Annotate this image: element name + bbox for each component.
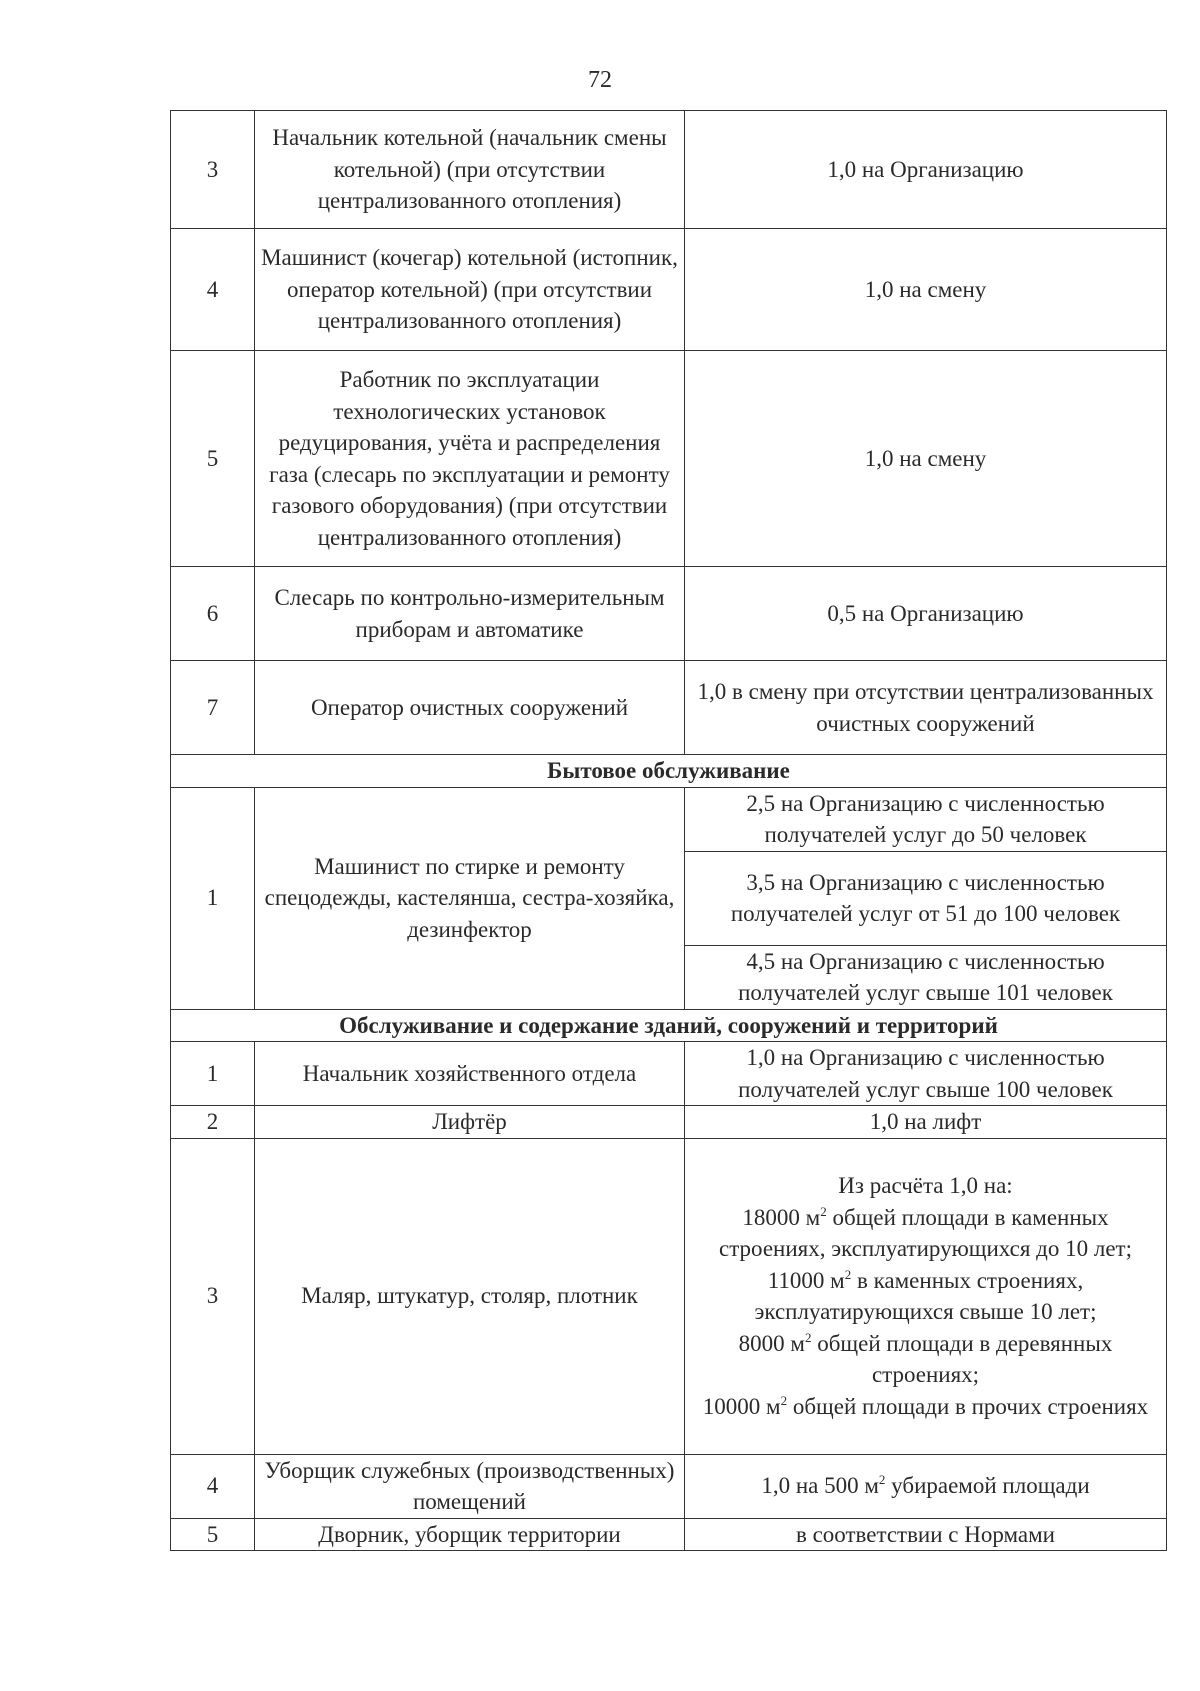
squared-sup: 2 <box>878 1472 886 1488</box>
row-number: 2 <box>171 1106 255 1139</box>
table-row <box>171 1518 1167 1551</box>
norm-item <box>688 1391 1163 1423</box>
section-header-row <box>171 1009 1167 1042</box>
table-row <box>171 229 1167 351</box>
norm-cell: 3,5 на Организацию с численностью получателей услуг от 51 до 100 человек <box>685 851 1167 945</box>
section-header-row <box>171 755 1167 788</box>
position-cell: Лифтёр <box>255 1106 685 1139</box>
norm-item-amount: 8000 м <box>738 1330 805 1356</box>
squared-sup: 2 <box>820 1203 827 1219</box>
norm-cell: 1,0 на Организацию <box>685 111 1167 229</box>
norm-item-text: общей площади в каменных строениях, эксплуатирующихся до 10 лет; <box>719 1204 1132 1261</box>
norm-cell: 1,0 на лифт <box>685 1106 1167 1139</box>
position-cell: Слесарь по контрольно-измерительным приборам и автоматике <box>255 567 685 661</box>
row-number: 3 <box>171 111 255 229</box>
norm-cell: в соответствии с Нормами <box>685 1518 1167 1551</box>
norm-cell: 1,0 на Организацию с численностью получателей услуг свыше 100 человек <box>685 1042 1167 1106</box>
table-row <box>171 1138 1167 1454</box>
norm-cell <box>685 1454 1167 1518</box>
norm-cell: 1,0 на смену <box>685 229 1167 351</box>
norm-item-amount: 10000 м <box>702 1393 781 1419</box>
table-row <box>171 1042 1167 1106</box>
squared-sup: 2 <box>844 1266 852 1282</box>
norm-item-text: в каменных строениях, эксплуатирующихся свыше 10 лет; <box>754 1267 1097 1324</box>
norm-cell: 2,5 на Организацию с численностью получателей услуг до 50 человек <box>685 787 1167 851</box>
section-title-buildings: Обслуживание и содержание зданий, сооружений и территорий <box>171 1009 1167 1042</box>
position-cell: Маляр, штукатур, столяр, плотник <box>255 1138 685 1454</box>
table-row <box>171 787 1167 851</box>
norm-cell <box>685 1138 1167 1454</box>
position-cell: Машинист по стирке и ремонту спецодежды, кастелянша, сестра-хозяйка, дезинфектор <box>255 787 685 1009</box>
norm-text: убираемой площади <box>885 1473 1090 1499</box>
norm-item-text: общей площади в прочих строениях <box>787 1393 1149 1419</box>
row-number: 1 <box>171 1042 255 1106</box>
norm-amount: 1,0 на 500 м <box>761 1473 879 1499</box>
row-number: 6 <box>171 567 255 661</box>
page-number: 72 <box>588 67 612 93</box>
norm-cell: 1,0 на смену <box>685 351 1167 567</box>
norm-cell: 4,5 на Организацию с численностью получателей услуг свыше 101 человек <box>685 945 1167 1009</box>
norm-cell: 0,5 на Организацию <box>685 567 1167 661</box>
norm-item-amount: 18000 м <box>742 1204 821 1230</box>
row-number: 4 <box>171 1454 255 1518</box>
staffing-norms-table <box>170 110 1167 1551</box>
row-number: 4 <box>171 229 255 351</box>
norm-item <box>688 1265 1163 1328</box>
table-row <box>171 111 1167 229</box>
row-number: 1 <box>171 787 255 1009</box>
position-cell: Работник по эксплуатации технологических установок редуцирования, учёта и распределения газа (слесарь по эксплуатации и ремонту газового оборудования) (при отсутствии централизованного отопления) <box>255 351 685 567</box>
position-cell: Уборщик служебных (производственных) помещений <box>255 1454 685 1518</box>
row-number: 7 <box>171 661 255 755</box>
norm-item <box>688 1328 1163 1391</box>
section-title-household: Бытовое обслуживание <box>171 755 1167 788</box>
table-row <box>171 351 1167 567</box>
table-row <box>171 1454 1167 1518</box>
position-cell: Машинист (кочегар) котельной (истопник, оператор котельной) (при отсутствии централизованного отопления) <box>255 229 685 351</box>
row-number: 5 <box>171 351 255 567</box>
norm-intro: Из расчёта 1,0 на: <box>838 1173 1013 1198</box>
table-row <box>171 1106 1167 1139</box>
position-cell: Оператор очистных сооружений <box>255 661 685 755</box>
squared-sup: 2 <box>804 1329 812 1345</box>
norm-cell: 1,0 в смену при отсутствии централизованных очистных сооружений <box>685 661 1167 755</box>
norm-item <box>688 1202 1163 1265</box>
row-number: 3 <box>171 1138 255 1454</box>
norm-item-amount: 11000 м <box>767 1267 845 1293</box>
position-cell: Начальник котельной (начальник смены котельной) (при отсутствии централизованного отопления) <box>255 111 685 229</box>
row-number: 5 <box>171 1518 255 1551</box>
squared-sup: 2 <box>780 1392 788 1408</box>
norm-item-text: общей площади в деревянных строениях; <box>811 1330 1113 1387</box>
position-cell: Дворник, уборщик территории <box>255 1518 685 1551</box>
table-row <box>171 567 1167 661</box>
table-row <box>171 661 1167 755</box>
position-cell: Начальник хозяйственного отдела <box>255 1042 685 1106</box>
